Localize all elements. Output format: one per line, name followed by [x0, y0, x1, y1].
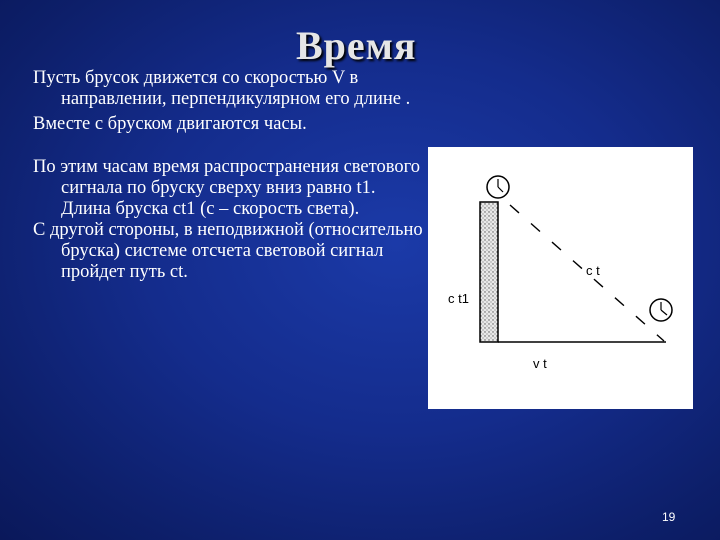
label-ct: c t [586, 263, 600, 278]
bar [480, 202, 498, 342]
paragraph-4: С другой стороны, в неподвижной (относительно бруска) системе отсчета световой сигнал пройдет путь ct. [33, 220, 423, 282]
paragraph-3: По этим часам время распространения светового сигнала по бруску сверху вниз равно t1. Длина бруска ct1 (c – скорость света). [33, 157, 420, 219]
paragraph-1: Пусть брусок движется со скоростью V в направлении, перпендикулярном его длине . [33, 68, 411, 109]
slide-body [33, 68, 425, 283]
slide-title: Время [296, 23, 417, 68]
moving-bar-diagram [428, 147, 693, 409]
label-vt: v t [533, 356, 547, 371]
label-ct1: c t1 [448, 291, 469, 306]
figure-panel [428, 147, 693, 409]
page-number: 19 [662, 510, 676, 524]
bottom-clock-icon [650, 299, 672, 321]
top-clock-icon [487, 176, 509, 198]
paragraph-2: Вместе с бруском двигаются часы. [33, 114, 307, 134]
